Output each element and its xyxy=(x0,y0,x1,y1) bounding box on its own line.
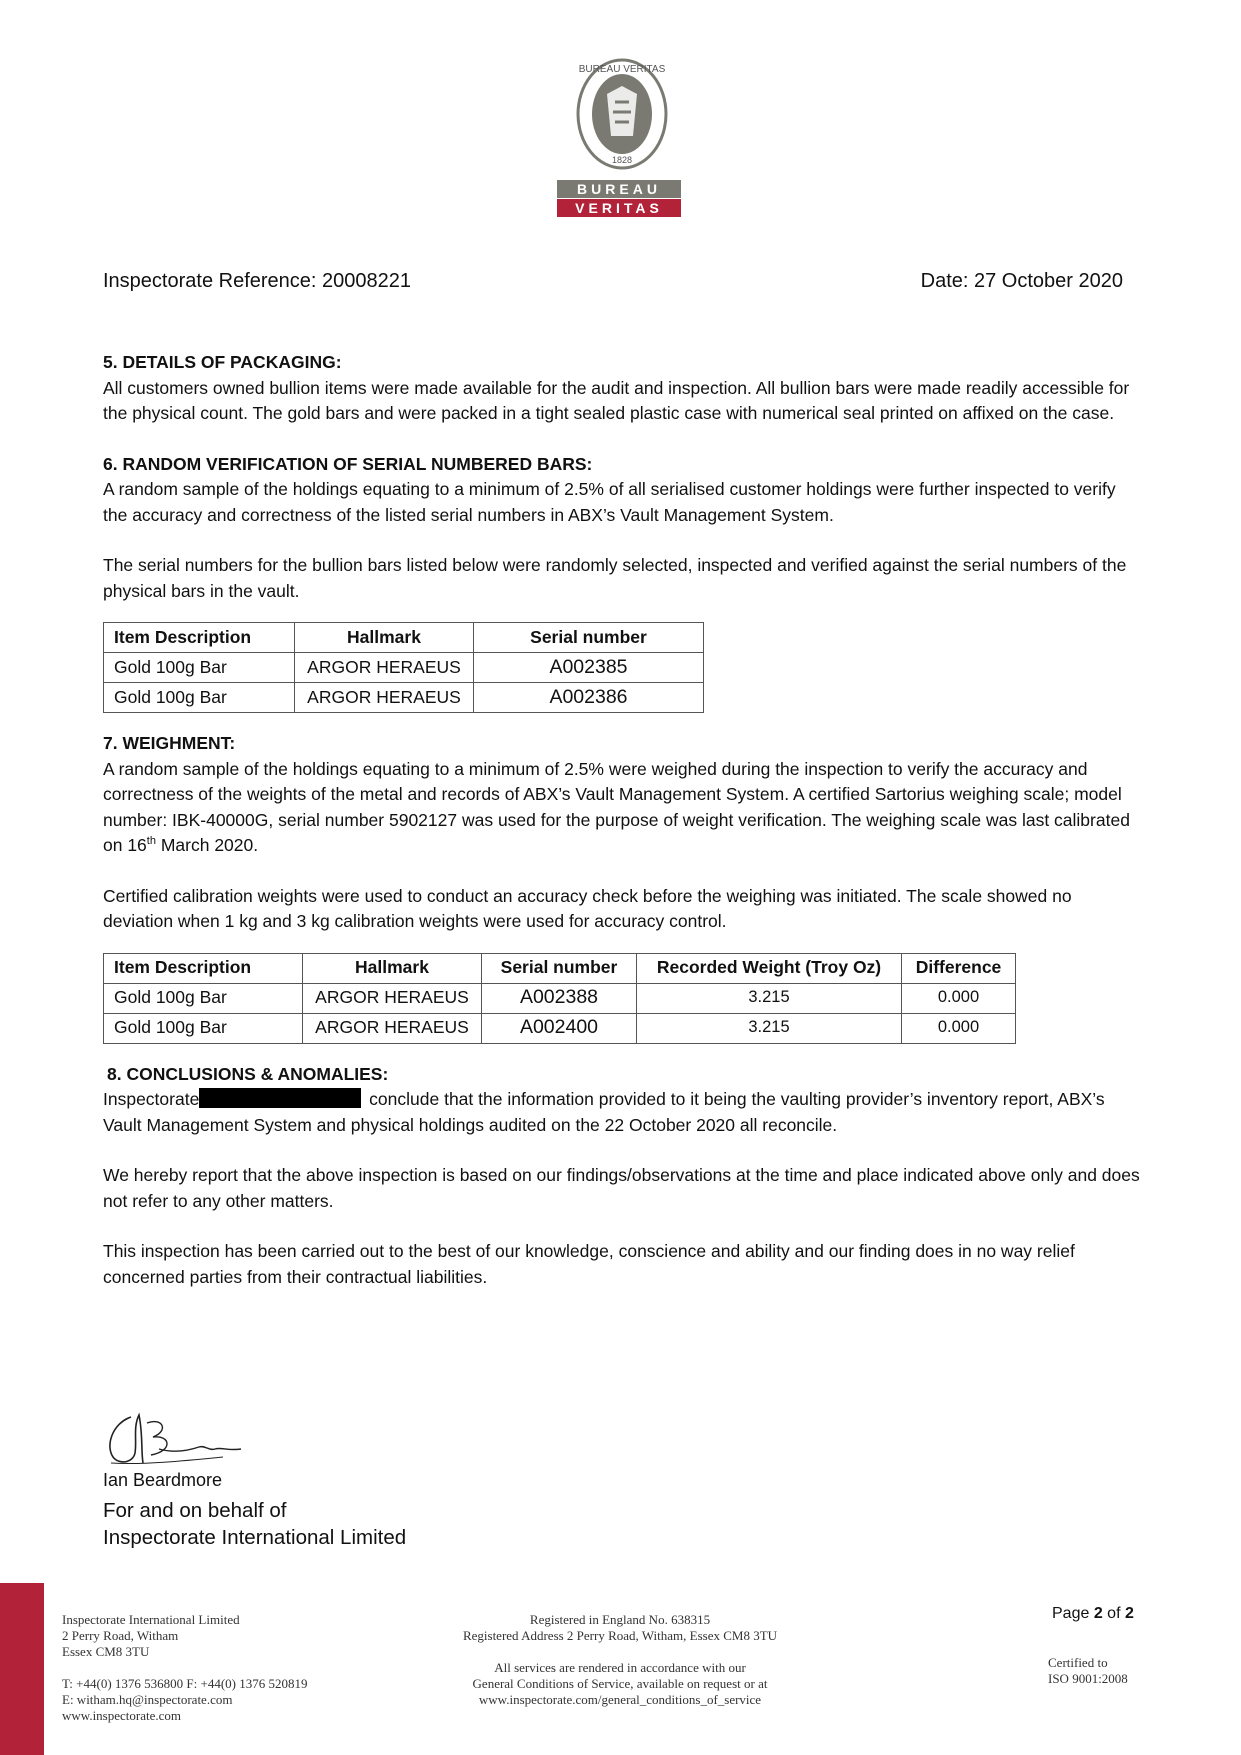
cell-serial: A002400 xyxy=(482,1013,637,1043)
serial-verification-table xyxy=(103,622,704,713)
section8-paragraph-3: This inspection has been carried out to the best of our knowledge, conscience and ability and our finding does in no way relief concerned parties from their contractual liabilities. xyxy=(103,1241,1075,1287)
footer-certification: Certified to ISO 9001:2008 xyxy=(1048,1655,1128,1686)
col-difference: Difference xyxy=(902,953,1016,983)
table-row xyxy=(104,683,704,713)
cell-hallmark: ARGOR HERAEUS xyxy=(295,683,474,713)
section8-heading: 8. CONCLUSIONS & ANOMALIES: xyxy=(107,1063,389,1084)
behalf-line-2: Inspectorate International Limited xyxy=(103,1526,407,1549)
logo-year: 1828 xyxy=(611,155,633,165)
section6-heading: 6. RANDOM VERIFICATION OF SERIAL NUMBERED BARS: xyxy=(103,453,593,474)
section7-heading: 7. WEIGHMENT: xyxy=(103,733,236,753)
bureau-veritas-logo xyxy=(555,58,690,220)
cell-item: Gold 100g Bar xyxy=(104,983,303,1013)
cell-hallmark: ARGOR HERAEUS xyxy=(295,653,474,683)
col-hallmark: Hallmark xyxy=(295,623,474,653)
cell-serial: A002388 xyxy=(482,983,637,1013)
redaction-block xyxy=(199,1088,361,1108)
behalf-line-1: For and on behalf of xyxy=(103,1499,287,1522)
report-date: Date: 27 October 2020 xyxy=(920,270,1123,292)
footer-company-address: Inspectorate International Limited 2 Perry Road, Witham Essex CM8 3TU T: +44(0) 1376 536800 F: +44(0) 1376 520819 E: witham.hq@inspectorate.com www.inspectorate.com xyxy=(62,1612,308,1723)
cell-serial: A002385 xyxy=(474,653,704,683)
table-row xyxy=(104,1013,1016,1043)
weighment-table xyxy=(103,953,1016,1044)
cell-item: Gold 100g Bar xyxy=(104,683,295,713)
footer-registration: Registered in England No. 638315 Registered Address 2 Perry Road, Witham, Essex CM8 3TU All services are rendered in accordance with our General Conditions of Service, available on request or at www.inspectorate.com/general_conditions_of_service xyxy=(462,1612,778,1707)
section8-paragraph-1: Inspectorate conclude that the information provided to it being the vaulting provider’s inventory report, ABX’s Vault Management System and physical holdings audited on the 22 October 2020 all reconcile. xyxy=(103,1089,1105,1135)
page-number: Page 2 of 2 xyxy=(1052,1605,1134,1622)
table-row xyxy=(104,653,704,683)
cell-item: Gold 100g Bar xyxy=(104,653,295,683)
signatory-behalf xyxy=(103,1497,406,1551)
section5-heading: 5. DETAILS OF PACKAGING: xyxy=(103,352,342,372)
logo-word-veritas: VERITAS xyxy=(575,200,663,216)
col-serial-number: Serial number xyxy=(482,953,637,983)
section5-text: All customers owned bullion items were made available for the audit and inspection. All bullion bars were made readily accessible for the physical count. The gold bars and were packed in a tight sealed plastic case with numerical seal printed on affixed on the case. xyxy=(103,377,1130,423)
section6-paragraph-1: A random sample of the holdings equating to a minimum of 2.5% of all serialised customer holdings were further inspected to verify the accuracy and correctness of the listed serial numbers in ABX’s Vault Management System. xyxy=(103,479,1116,525)
col-serial-number: Serial number xyxy=(474,623,704,653)
col-item-description: Item Description xyxy=(104,953,303,983)
cell-weight: 3.215 xyxy=(637,1013,902,1043)
table-header-row xyxy=(104,953,1016,983)
inspectorate-reference: Inspectorate Reference: 20008221 xyxy=(103,270,411,292)
col-hallmark: Hallmark xyxy=(303,953,482,983)
cell-item: Gold 100g Bar xyxy=(104,1013,303,1043)
cell-serial: A002386 xyxy=(474,683,704,713)
section7-paragraph-1: A random sample of the holdings equating to a minimum of 2.5% were weighed during the inspection to verify the accuracy and correctness of the weights of the metal and records of ABX’s Vault Management System. A certified Sartorius weighing scale; model number: IBK-40000G, serial number 5902127 was used for the purpose of weight verification. The weighing scale was last calibrated on 16th March 2020. xyxy=(103,758,1130,855)
logo-ring-text: BUREAU VERITAS xyxy=(578,64,666,75)
logo-word-bureau: BUREAU xyxy=(577,181,661,197)
section6-paragraph-2: The serial numbers for the bullion bars listed below were randomly selected, inspected and verified against the serial numbers of the physical bars in the vault. xyxy=(103,555,1127,601)
report-body xyxy=(103,350,1143,1290)
table-row xyxy=(104,983,1016,1013)
col-item-description: Item Description xyxy=(104,623,295,653)
handwritten-signature xyxy=(103,1405,253,1470)
brand-red-bar xyxy=(0,1583,44,1755)
table-header-row xyxy=(104,623,704,653)
section8-paragraph-2: We hereby report that the above inspection is based on our findings/observations at the time and place indicated above only and does not refer to any other matters. xyxy=(103,1165,1140,1211)
cell-weight: 3.215 xyxy=(637,983,902,1013)
cell-hallmark: ARGOR HERAEUS xyxy=(303,1013,482,1043)
section7-paragraph-2: Certified calibration weights were used to conduct an accuracy check before the weighing was initiated. The scale showed no deviation when 1 kg and 3 kg calibration weights were used for accuracy control. xyxy=(103,885,1072,931)
col-recorded-weight: Recorded Weight (Troy Oz) xyxy=(637,953,902,983)
signatory-name: Ian Beardmore xyxy=(103,1470,223,1490)
cell-hallmark: ARGOR HERAEUS xyxy=(303,983,482,1013)
cell-difference: 0.000 xyxy=(902,983,1016,1013)
cell-difference: 0.000 xyxy=(902,1013,1016,1043)
